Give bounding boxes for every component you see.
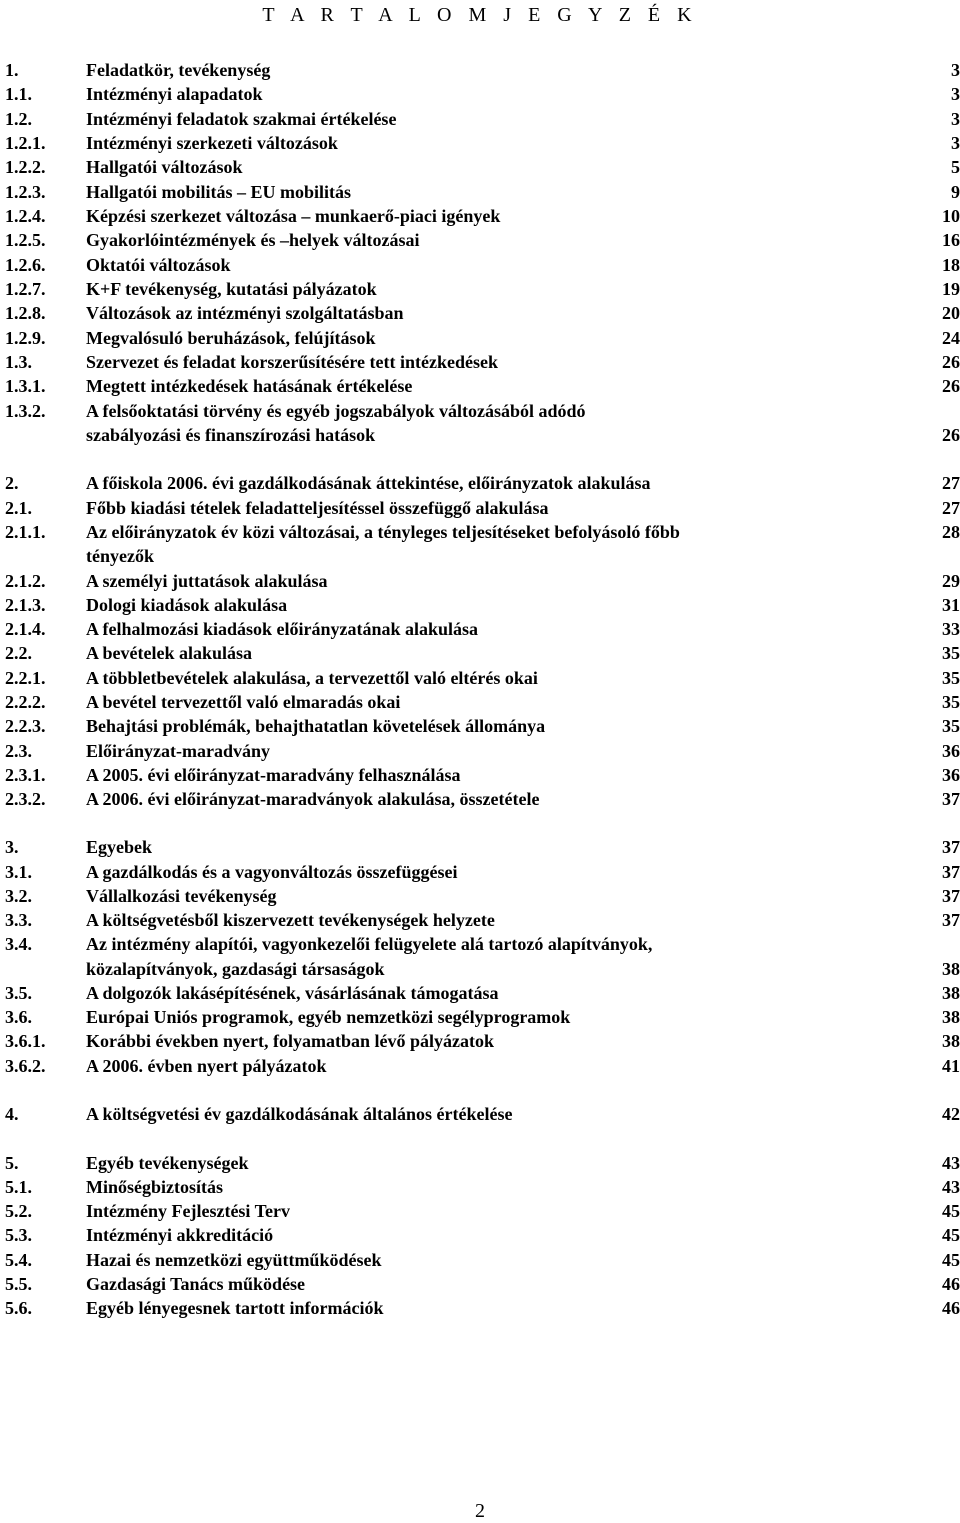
toc-entry-title: Egyéb tevékenységek <box>86 1153 249 1173</box>
toc-entry-title: Képzési szerkezet változása – munkaerő-piaci igények <box>86 206 501 226</box>
toc-entry-title: Hallgatói mobilitás – EU mobilitás <box>86 182 352 202</box>
toc-entry-number: 1.3.2. <box>5 401 46 421</box>
toc-entry-number: 2. <box>5 473 19 493</box>
toc-entry-title: Megtett intézkedések hatásának értékelése <box>86 376 413 396</box>
toc-entry-title: szabályozási és finanszírozási hatások <box>86 425 376 445</box>
toc-entry-title: Hazai és nemzetközi együttműködések <box>86 1250 382 1270</box>
toc-entry-page: 43 <box>942 1177 960 1197</box>
toc-entry-page: 36 <box>942 741 960 761</box>
toc-entry-title: Korábbi években nyert, folyamatban lévő pályázatok <box>86 1031 494 1051</box>
toc-entry-number: 3. <box>5 837 19 857</box>
toc-entry-title: Intézményi alapadatok <box>86 84 263 104</box>
toc-entry-number: 1.2.4. <box>5 206 46 226</box>
toc-entry-number: 1.2.9. <box>5 328 46 348</box>
toc-entry-page: 27 <box>942 498 960 518</box>
toc-entry-page: 28 <box>942 522 960 542</box>
toc-entry-title: Vállalkozási tevékenység <box>86 886 277 906</box>
toc-entry-title: Dologi kiadások alakulása <box>86 595 288 615</box>
toc-entry-page: 37 <box>942 862 960 882</box>
toc-entry-number: 1.2. <box>5 109 32 129</box>
toc-entry-number: 4. <box>5 1104 19 1124</box>
toc-entry-title: A felhalmozási kiadások előirányzatának alakulása <box>86 619 479 639</box>
toc-entry-number: 1.3.1. <box>5 376 46 396</box>
toc-entry-page: 36 <box>942 765 960 785</box>
toc-entry-page: 5 <box>951 157 960 177</box>
toc-entry-number: 5. <box>5 1153 19 1173</box>
toc-entry-number: 1.2.6. <box>5 255 46 275</box>
toc-entry-number: 5.3. <box>5 1225 32 1245</box>
toc-entry-page: 42 <box>942 1104 960 1124</box>
toc-entry-page: 19 <box>942 279 960 299</box>
toc-entry-page: 26 <box>942 425 960 445</box>
toc-entry-title: Főbb kiadási tételek feladatteljesítéssel összefüggő alakulása <box>86 498 549 518</box>
toc-entry-title: A bevétel tervezettől való elmaradás okai <box>86 692 401 712</box>
toc-entry-page: 20 <box>942 303 960 323</box>
toc-entry-number: 1.1. <box>5 84 32 104</box>
toc-entry-page: 45 <box>942 1250 960 1270</box>
toc-entry-title: Európai Uniós programok, egyéb nemzetközi segélyprogramok <box>86 1007 571 1027</box>
toc-entry-number: 3.5. <box>5 983 32 1003</box>
toc-entry-title: Megvalósuló beruházások, felújítások <box>86 328 376 348</box>
toc-entry-number: 3.6.2. <box>5 1056 46 1076</box>
toc-entry-title: Gyakorlóintézmények és –helyek változásai <box>86 230 420 250</box>
toc-entry-number: 2.1.3. <box>5 595 46 615</box>
toc-entry-number: 3.6. <box>5 1007 32 1027</box>
toc-entry-number: 2.1.2. <box>5 571 46 591</box>
toc-entry-title: Előirányzat-maradvány <box>86 741 270 761</box>
toc-entry-number: 2.3.2. <box>5 789 46 809</box>
toc-entry-number: 1.2.1. <box>5 133 46 153</box>
toc-entry-page: 45 <box>942 1201 960 1221</box>
toc-entry-page: 46 <box>942 1298 960 1318</box>
toc-entry-number: 2.3. <box>5 741 32 761</box>
toc-entry-page: 35 <box>942 668 960 688</box>
toc-entry-title: A 2006. évben nyert pályázatok <box>86 1056 327 1076</box>
toc-entry-number: 5.4. <box>5 1250 32 1270</box>
toc-entry-page: 35 <box>942 643 960 663</box>
toc-entry-page: 26 <box>942 352 960 372</box>
toc-entry-page: 37 <box>942 886 960 906</box>
toc-entry-page: 38 <box>942 1007 960 1027</box>
toc-entry-title: A főiskola 2006. évi gazdálkodásának áttekintése, előirányzatok alakulása <box>86 473 651 493</box>
toc-entry-number: 2.3.1. <box>5 765 46 785</box>
toc-entry-title: tényezők <box>86 546 154 566</box>
toc-entry-number: 3.4. <box>5 934 32 954</box>
toc-entry-title: Oktatói változások <box>86 255 231 275</box>
toc-entry-page: 41 <box>942 1056 960 1076</box>
toc-entry-page: 3 <box>951 84 960 104</box>
toc-entry-number: 3.6.1. <box>5 1031 46 1051</box>
toc-entry-title: Hallgatói változások <box>86 157 243 177</box>
toc-entry-number: 5.5. <box>5 1274 32 1294</box>
toc-entry-page: 3 <box>951 133 960 153</box>
toc-entry-number: 5.6. <box>5 1298 32 1318</box>
toc-entry-number: 2.2.1. <box>5 668 46 688</box>
toc-entry-page: 35 <box>942 716 960 736</box>
toc-entry-number: 3.1. <box>5 862 32 882</box>
toc-entry-number: 5.2. <box>5 1201 32 1221</box>
toc-entry-number: 2.1.4. <box>5 619 46 639</box>
toc-entry-number: 1.2.3. <box>5 182 46 202</box>
toc-entry-page: 38 <box>942 983 960 1003</box>
toc-entry-number: 1.2.7. <box>5 279 46 299</box>
toc-entry-number: 2.2. <box>5 643 32 663</box>
toc-entry-title: Intézményi akkreditáció <box>86 1225 274 1245</box>
toc-entry-title: Intézményi feladatok szakmai értékelése <box>86 109 397 129</box>
toc-entry-title: K+F tevékenység, kutatási pályázatok <box>86 279 377 299</box>
toc-entry-page: 3 <box>951 109 960 129</box>
toc-entry-title: Változások az intézményi szolgáltatásban <box>86 303 404 323</box>
page-number: 2 <box>475 1500 485 1522</box>
toc-entry-page: 27 <box>942 473 960 493</box>
toc-entry-title: Behajtási problémák, behajthatatlan követelések állománya <box>86 716 546 736</box>
toc-entry-page: 16 <box>942 230 960 250</box>
toc-entry-page: 35 <box>942 692 960 712</box>
toc-entry-title: Intézmény Fejlesztési Terv <box>86 1201 290 1221</box>
toc-entry-number: 2.2.3. <box>5 716 46 736</box>
toc-entry-title: A többletbevételek alakulása, a tervezettől való eltérés okai <box>86 668 538 688</box>
toc-entry-page: 37 <box>942 910 960 930</box>
toc-entry-title: A 2005. évi előirányzat-maradvány felhasználása <box>86 765 461 785</box>
toc-entry-number: 1.2.5. <box>5 230 46 250</box>
toc-entry-title: Intézményi szerkezeti változások <box>86 133 338 153</box>
toc-entry-title: A gazdálkodás és a vagyonváltozás összefüggései <box>86 862 458 882</box>
toc-entry-number: 2.2.2. <box>5 692 46 712</box>
toc-entry-title: A felsőoktatási törvény és egyéb jogszabályok változásából adódó <box>86 401 586 421</box>
toc-entry-page: 45 <box>942 1225 960 1245</box>
toc-entry-title: A dolgozók lakásépítésének, vásárlásának támogatása <box>86 983 499 1003</box>
toc-entry-page: 26 <box>942 376 960 396</box>
toc-entry-page: 46 <box>942 1274 960 1294</box>
toc-entry-title: Az intézmény alapítói, vagyonkezelői felügyelete alá tartozó alapítványok, <box>86 934 653 954</box>
toc-entry-page: 9 <box>951 182 960 202</box>
toc-entry-title: Feladatkör, tevékenység <box>86 60 271 80</box>
toc-entry-number: 1. <box>5 60 19 80</box>
toc-entry-page: 31 <box>942 595 960 615</box>
toc-entry-title: A 2006. évi előirányzat-maradványok alakulása, összetétele <box>86 789 540 809</box>
toc-entry-number: 2.1.1. <box>5 522 46 542</box>
toc-entry-title: A költségvetési év gazdálkodásának általános értékelése <box>86 1104 513 1124</box>
toc-entry-title: Az előirányzatok év közi változásai, a tényleges teljesítéseket befolyásoló főbb <box>86 522 680 542</box>
toc-entry-number: 1.2.8. <box>5 303 46 323</box>
toc-entry-title: Gazdasági Tanács működése <box>86 1274 306 1294</box>
toc-entry-page: 24 <box>942 328 960 348</box>
toc-entry-title: közalapítványok, gazdasági társaságok <box>86 959 385 979</box>
toc-entry-number: 1.3. <box>5 352 32 372</box>
toc-entry-page: 37 <box>942 837 960 857</box>
toc-entry-page: 3 <box>951 60 960 80</box>
toc-entry-title: A személyi juttatások alakulása <box>86 571 328 591</box>
toc-entry-number: 3.3. <box>5 910 32 930</box>
page-title: T A R T A L O M J E G Y Z É K <box>262 4 698 26</box>
toc-entry-title: A költségvetésből kiszervezett tevékenységek helyzete <box>86 910 495 930</box>
toc-entry-title: Egyéb lényegesnek tartott információk <box>86 1298 384 1318</box>
toc-entry-page: 33 <box>942 619 960 639</box>
toc-entry-number: 3.2. <box>5 886 32 906</box>
toc-entry-page: 38 <box>942 1031 960 1051</box>
toc-entry-title: Szervezet és feladat korszerűsítésére tett intézkedések <box>86 352 499 372</box>
toc-entry-page: 43 <box>942 1153 960 1173</box>
toc-entry-number: 1.2.2. <box>5 157 46 177</box>
toc-entry-title: Minőségbiztosítás <box>86 1177 223 1197</box>
toc-entry-title: A bevételek alakulása <box>86 643 253 663</box>
toc-entry-page: 38 <box>942 959 960 979</box>
toc-entry-page: 18 <box>942 255 960 275</box>
toc-entry-page: 10 <box>942 206 960 226</box>
toc-entry-number: 2.1. <box>5 498 32 518</box>
toc-entry-number: 5.1. <box>5 1177 32 1197</box>
toc-entry-page: 29 <box>942 571 960 591</box>
toc-entry-title: Egyebek <box>86 837 153 857</box>
toc-entry-page: 37 <box>942 789 960 809</box>
